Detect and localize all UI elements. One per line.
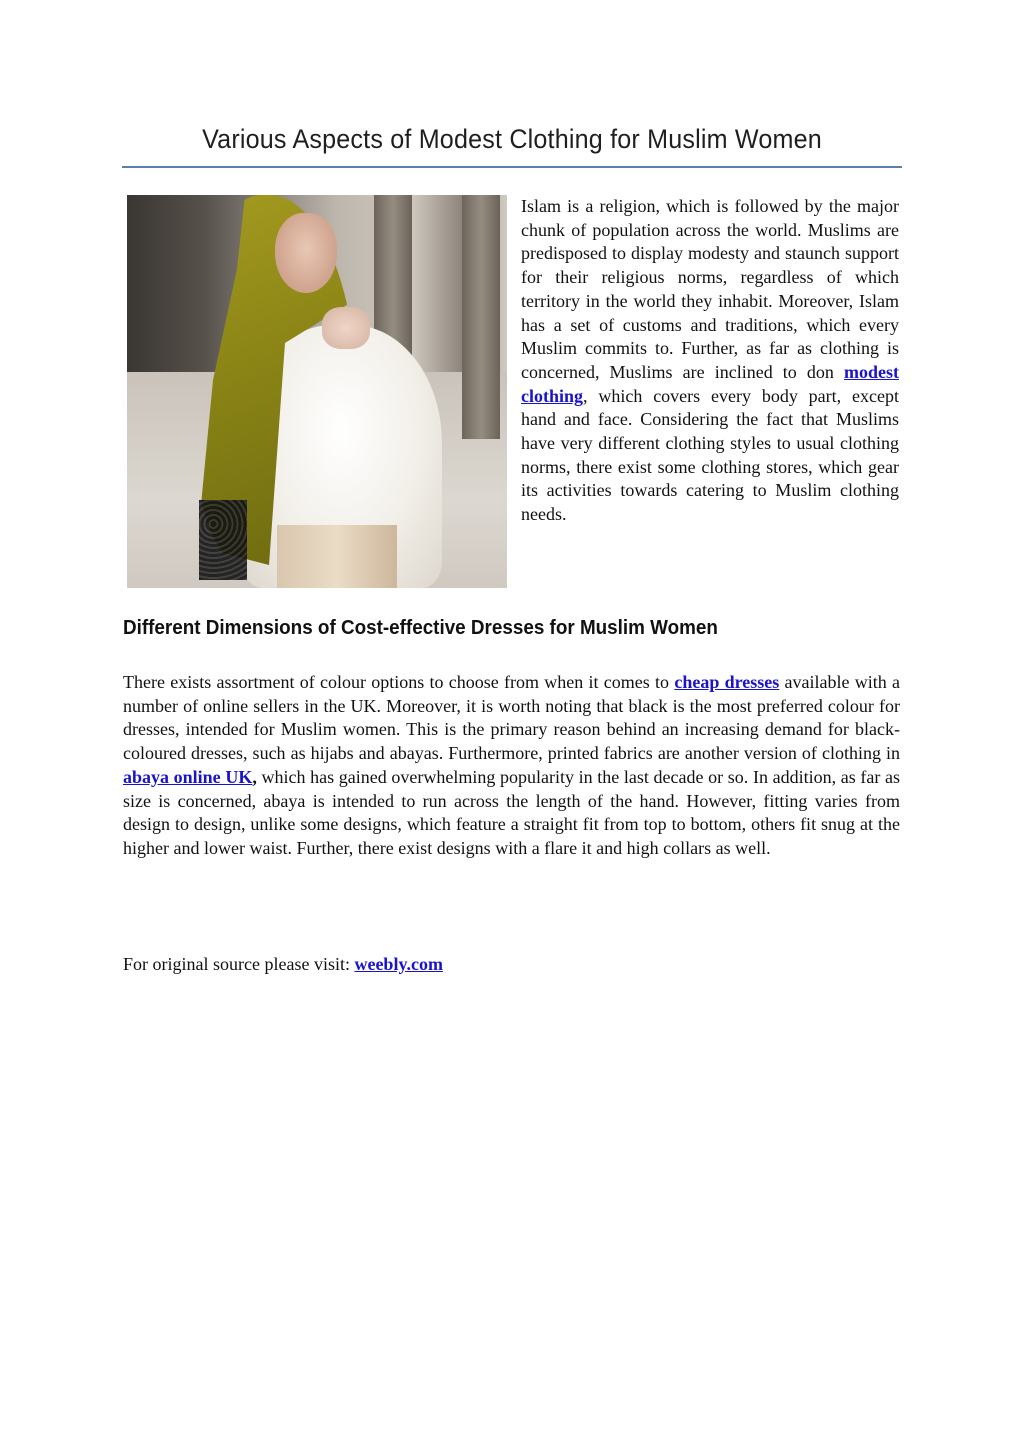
title-divider [122, 166, 902, 168]
section-paragraph [123, 671, 900, 861]
link-comma: , [252, 766, 257, 787]
intro-text-end: , which covers every body part, except hand and face. Considering the fact that Muslims have very different clothing styles to usual clothing norms, there exist some clothing stores, which gear its activities towards catering to Muslim clothing needs. [521, 385, 899, 525]
image-skirt [277, 525, 397, 588]
abaya-online-uk-link[interactable]: abaya online UK [123, 766, 253, 787]
section-heading: Different Dimensions of Cost-effective Dresses for Muslim Women [123, 616, 718, 639]
source-line [123, 953, 900, 977]
para-text-2: available with a number of online sellers in the UK. Moreover, it is worth noting that black is the most preferred colour for dresses, intended for Muslim women. This is the primary reason behind an increasing demand for black-coloured dresses, such as hijabs and abayas. Furthermore, printed fabrics are another version of clothing in [123, 672, 901, 764]
hero-image [127, 195, 507, 588]
image-pillar [462, 195, 500, 439]
source-label: For original source please visit: [123, 954, 355, 974]
image-lace-trim [199, 500, 247, 580]
intro-paragraph [521, 195, 899, 527]
cheap-dresses-link[interactable]: cheap dresses [674, 672, 780, 692]
modest-clothing-link[interactable]: modest clothing [521, 361, 899, 406]
para-text-3: which has gained overwhelming popularity in the last decade or so. In addition, as far as size is concerned, abaya is intended to run across the length of the hand. However, fitting varies from design to design, unlike some designs, which feature a straight fit from top to bottom, others fit snug at the higher and lower waist. Further, there exist designs with a flare it and high collars as well. [123, 766, 900, 858]
image-face [275, 213, 337, 293]
intro-text-start: Islam is a religion, which is followed by the major chunk of population across the world. Muslims are predisposed to display modesty and staunch support for their religious norms, regardless of which territory in the world they inhabit. Moreover, Islam has a set of customs and traditions, which every Muslim commits to. Further, as far as clothing is concerned, Muslims are inclined to don [521, 196, 899, 382]
image-hand [322, 307, 370, 349]
page-title: Various Aspects of Modest Clothing for Muslim Women [202, 124, 822, 154]
weebly-source-link[interactable]: weebly.com [354, 954, 443, 974]
para-text-1: There exists assortment of colour options to choose from when it comes to [123, 672, 675, 692]
